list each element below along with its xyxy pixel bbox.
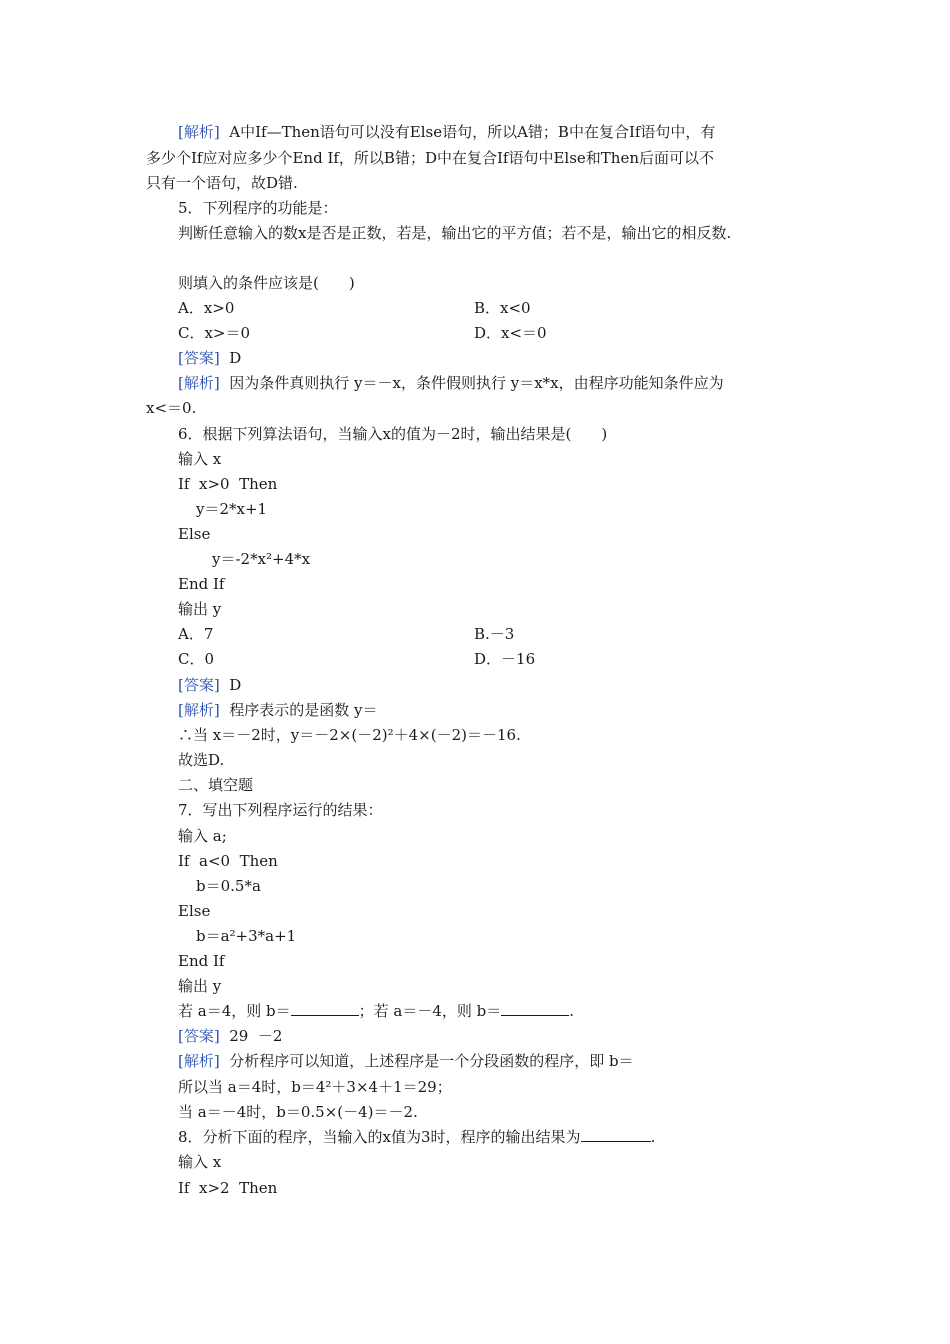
code-line: 输入 a; — [178, 827, 227, 845]
code-line: y＝-2*x²+4*x — [212, 550, 311, 568]
code-line: If x>0 Then — [178, 475, 278, 493]
code-line: If x>2 Then — [178, 1179, 278, 1197]
code-line: Else — [178, 525, 211, 543]
code-line: b＝0.5*a — [196, 877, 261, 895]
option-c: C．0 — [178, 650, 215, 668]
code-line: y＝2*x+1 — [196, 500, 268, 518]
code-line: 输入 x — [178, 1153, 222, 1171]
section-heading: 二、填空题 — [178, 776, 254, 794]
text-line: 只有一个语句，故D错. — [146, 174, 298, 192]
question-5-description: 判断任意输入的数x是否是正数，若是，输出它的平方值；若不是，输出它的相反数. — [178, 224, 732, 242]
code-line: 输入 x — [178, 450, 222, 468]
option-d: D．－16 — [474, 650, 536, 668]
text-line: 当 a＝－4时，b＝0.5×(－4)＝－2. — [178, 1103, 418, 1121]
question-8-title: 8．分析下面的程序，当输入的x值为3时，程序的输出结果为 . — [178, 1128, 656, 1146]
answer-tag: [答案] — [178, 1027, 220, 1045]
code-line: End If — [178, 952, 225, 970]
option-c: C．x>＝0 — [178, 324, 251, 342]
code-line: b＝a²+3*a+1 — [196, 927, 297, 945]
answer-tag: [答案] — [178, 349, 220, 367]
question-5-title: 5．下列程序的功能是： — [178, 199, 338, 217]
question-7-title: 7．写出下列程序运行的结果： — [178, 801, 383, 819]
option-b: B.－3 — [474, 625, 515, 643]
text-line: 所以当 a＝4时，b＝4²＋3×4＋1＝29； — [178, 1078, 452, 1096]
text-line: x<＝0. — [146, 399, 197, 417]
answer-tag: [答案] — [178, 676, 220, 694]
question-6-title: 6．根据下列算法语句，当输入x的值为－2时，输出结果是( ) — [178, 425, 608, 443]
text-line: 故选D. — [178, 751, 225, 769]
analysis-line-1: [解析] A中If—Then语句可以没有Else语句，所以A错；B中在复合If语句中，有 — [178, 123, 716, 141]
question-5-prompt: 则填入的条件应该是( ) — [178, 274, 355, 292]
answer-blank — [291, 1001, 359, 1016]
analysis-tag: [解析] — [178, 374, 220, 392]
answer-blank — [581, 1127, 651, 1142]
analysis-line: [解析] 程序表示的是函数 y＝ — [178, 701, 378, 719]
option-b: B．x<0 — [474, 299, 531, 317]
option-d: D．x<＝0 — [474, 324, 547, 342]
analysis-line: [解析] 分析程序可以知道，上述程序是一个分段函数的程序，即 b＝ — [178, 1052, 634, 1070]
code-line: End If — [178, 575, 225, 593]
answer-blank — [501, 1001, 569, 1016]
code-line: 输出 y — [178, 600, 222, 618]
code-line: 输出 y — [178, 977, 222, 995]
answer-line: [答案] D — [178, 349, 242, 367]
code-line: Else — [178, 902, 211, 920]
answer-line: [答案] 29 －2 — [178, 1027, 283, 1045]
code-line: If a<0 Then — [178, 852, 278, 870]
option-a: A．7 — [178, 625, 214, 643]
analysis-tag: [解析] — [178, 1052, 220, 1070]
analysis-line: [解析] 因为条件真则执行 y＝－x，条件假则执行 y＝x*x，由程序功能知条件应为 — [178, 374, 724, 392]
analysis-tag: [解析] — [178, 123, 220, 141]
answer-line: [答案] D — [178, 676, 242, 694]
text-line: ∴当 x＝－2时，y＝－2×(－2)²＋4×(－2)＝－16. — [178, 726, 521, 744]
fill-in-line: 若 a＝4，则 b＝ ；若 a＝－4，则 b＝ . — [178, 1002, 575, 1020]
text-line: 多少个If应对应多少个End If，所以B错；D中在复合If语句中Else和Then后面可以不 — [146, 149, 714, 167]
analysis-tag: [解析] — [178, 701, 220, 719]
option-a: A．x>0 — [178, 299, 235, 317]
